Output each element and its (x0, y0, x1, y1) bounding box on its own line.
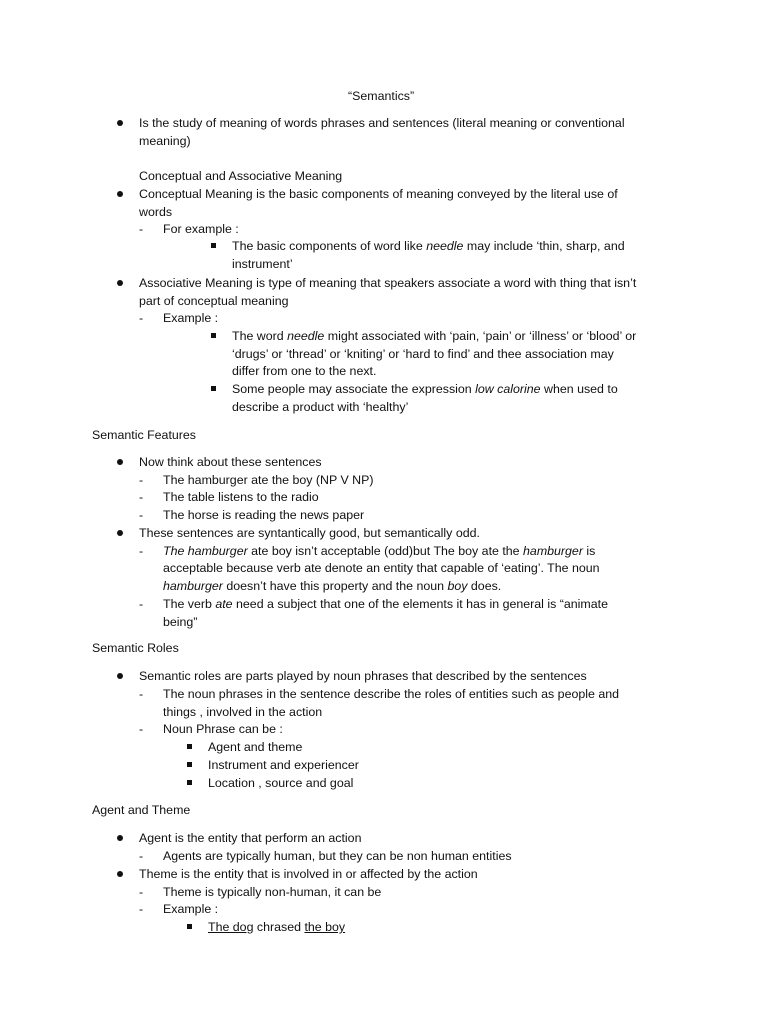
roles-line: The noun phrases in the sentence describe the roles of entities such as people and (163, 687, 619, 701)
bullet (117, 835, 123, 841)
bullet (117, 673, 123, 679)
roles-line: things , involved in the action (163, 705, 323, 719)
features-odd: These sentences are syntantically good, but semantically odd. (139, 526, 480, 540)
conceptual-def: words (139, 205, 173, 219)
bullet (117, 871, 123, 877)
example-line: The basic components of word like needle may include ‘thin, sharp, and (232, 239, 625, 253)
bullet (117, 530, 123, 536)
section-heading: Semantic Roles (92, 641, 179, 655)
dash: - (139, 222, 144, 236)
square-bullet (187, 744, 192, 749)
example-line: The word needle might associated with ‘pain, ‘pain’ or ‘illness’ or ‘blood’ or (232, 329, 637, 343)
example-label: Example : (163, 902, 219, 916)
explanation-line: hamburger doesn’t have this property and the noun boy does. (163, 579, 502, 593)
dash: - (139, 473, 144, 487)
example-line: describe a product with ‘healthy’ (232, 400, 409, 414)
example-line: ‘drugs’ or ‘thread’ or ‘kniting’ or ‘hard to find’ and thee association may (232, 347, 614, 361)
theme-sub: Theme is typically non-human, it can be (163, 885, 382, 899)
example-line: Some people may associate the expression low calorine when used to (232, 382, 618, 396)
dash: - (139, 687, 144, 701)
bullet (117, 280, 123, 286)
square-bullet (211, 386, 216, 391)
example-line: differ from one to the next. (232, 364, 377, 378)
sentence: The table listens to the radio (163, 490, 319, 504)
section-heading: Semantic Features (92, 428, 196, 442)
bullet (117, 459, 123, 465)
agent-def: Agent is the entity that perform an action (139, 831, 362, 845)
intro-line: meaning) (139, 134, 191, 148)
square-bullet (187, 762, 192, 767)
explanation-line: The verb ate need a subject that one of the elements it has in general is “animate (163, 597, 608, 611)
role-item: Location , source and goal (208, 776, 354, 790)
theme-def: Theme is the entity that is involved in or affected by the action (139, 867, 478, 881)
role-item: Agent and theme (208, 740, 303, 754)
dash: - (139, 311, 144, 325)
features-intro: Now think about these sentences (139, 455, 322, 469)
square-bullet (187, 780, 192, 785)
dash: - (139, 849, 144, 863)
roles-def: Semantic roles are parts played by noun phrases that described by the sentences (139, 669, 587, 683)
conceptual-def: Conceptual Meaning is the basic components of meaning conveyed by the literal use of (139, 187, 618, 201)
role-item: Instrument and experiencer (208, 758, 359, 772)
associative-def: part of conceptual meaning (139, 294, 289, 308)
example-label: Example : (163, 311, 219, 325)
dash: - (139, 508, 144, 522)
dash: - (139, 885, 144, 899)
dash: - (139, 722, 144, 736)
dash: - (139, 490, 144, 504)
intro-line: Is the study of meaning of words phrases and sentences (literal meaning or conventional (139, 116, 625, 130)
bullet (117, 120, 123, 126)
sentence: The horse is reading the news paper (163, 508, 365, 522)
agent-sub: Agents are typically human, but they can be non human entities (163, 849, 512, 863)
dash: - (139, 902, 144, 916)
page-title: “Semantics” (348, 89, 415, 103)
section-heading: Conceptual and Associative Meaning (139, 169, 343, 183)
example-line: instrument’ (232, 257, 293, 271)
explanation-line: acceptable because verb ate denote an entity that capable of ‘eating’. The noun (163, 561, 600, 575)
for-example-label: For example : (163, 222, 239, 236)
associative-def: Associative Meaning is type of meaning that speakers associate a word with thing that isn’t (139, 276, 637, 290)
section-heading: Agent and Theme (92, 803, 191, 817)
explanation-line: being” (163, 615, 198, 629)
bullet (117, 191, 123, 197)
sentence: The hamburger ate the boy (NP V NP) (163, 473, 374, 487)
dash: - (139, 597, 144, 611)
square-bullet (211, 243, 216, 248)
explanation-line: The hamburger ate boy isn’t acceptable (odd)but The boy ate the hamburger is (163, 544, 596, 558)
roles-line: Noun Phrase can be : (163, 722, 283, 736)
theme-example: The dog chrased the boy (208, 920, 346, 934)
square-bullet (187, 924, 192, 929)
dash: - (139, 544, 144, 558)
square-bullet (211, 333, 216, 338)
